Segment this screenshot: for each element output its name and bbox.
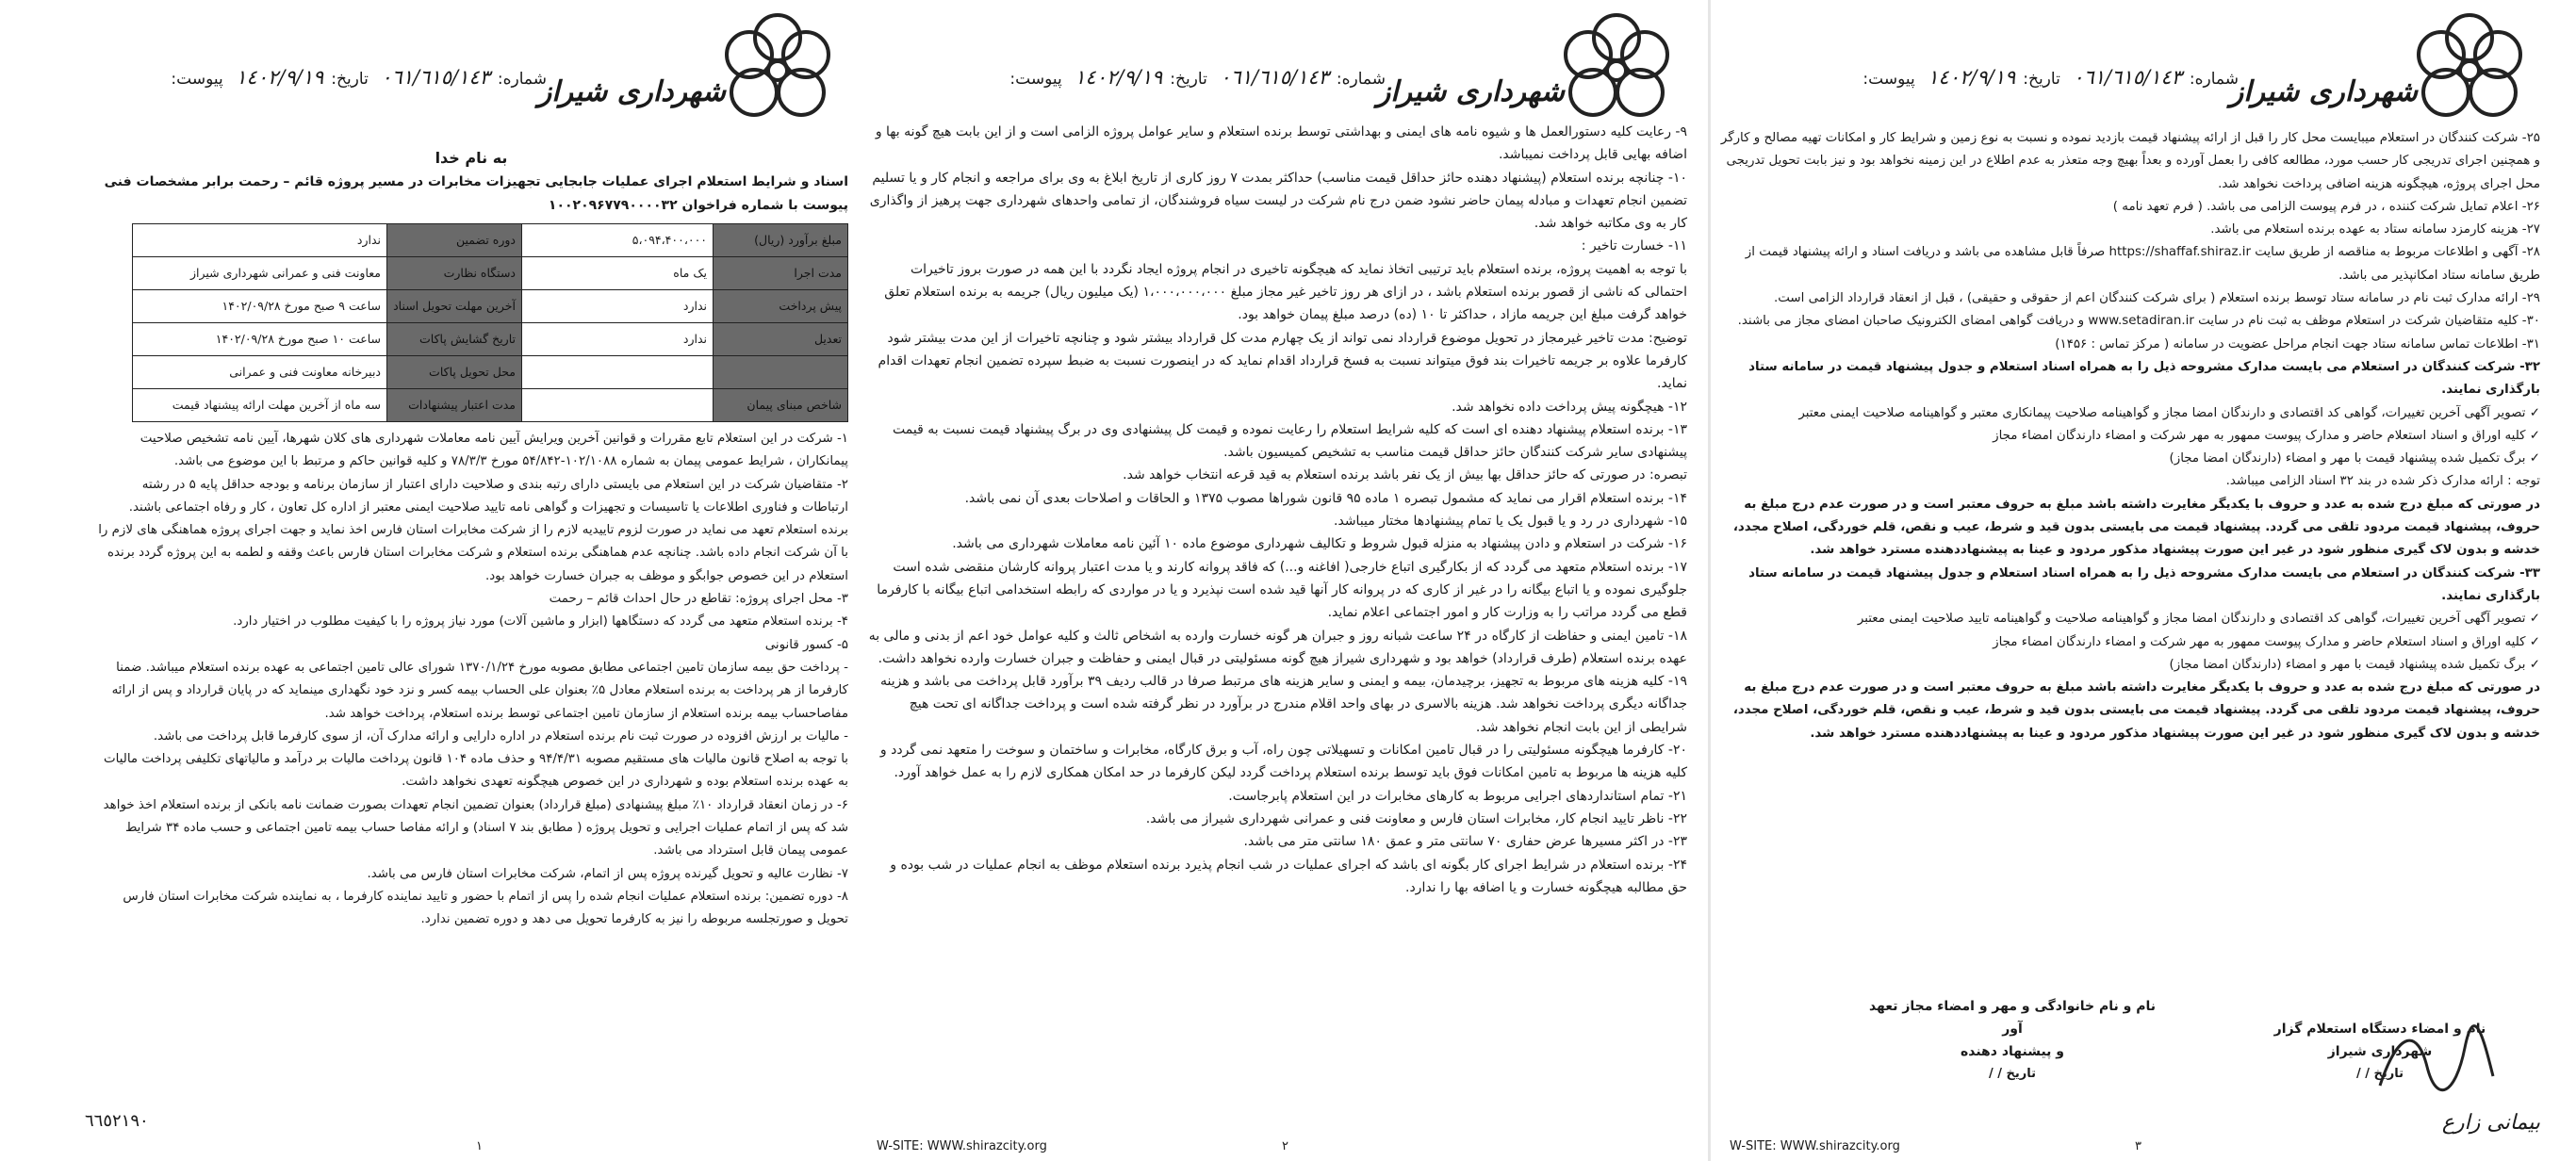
checklist-item: ✓ کلیه اوراق و اسناد استعلام حاضر و مدارک پیوست ممهور به مهر شرکت و امضاء دارندگان امضاء مجاز [1720, 425, 2540, 448]
table-row [133, 257, 848, 290]
clause: ۲۶- اعلام تمایل شرکت کننده ، در فرم پیوست الزامی می باشد. ( فرم تعهد نامه ) [2112, 199, 2540, 214]
letter-date: ١٤٠٢/٩/١٩ [1075, 66, 1163, 89]
checklist-item: ✓ تصویر آگهی آخرین تغییرات، گواهی کد اقتصادی و دارندگان امضا مجاز و گواهینامه صلاحیت پیمانکاری معتبر و گواهینامه صلاحیت ایمنی معتبر [1720, 402, 2540, 425]
letter-meta [1002, 66, 1386, 89]
table-label [714, 356, 848, 389]
table-label: مدت اجرا [714, 257, 848, 290]
letter-meta [163, 66, 547, 89]
handwritten-code: ٦٦٥٢١٩٠ [85, 1111, 149, 1131]
bold-condition: در صورتی که مبلغ درج شده به عدد و حروف با یکدیگر مغایرت داشته باشد مبلغ به حروف معتبر است و در صورت عدم درج مبلغ به حروف، پیشنهاد قیمت مردود تلقی می گردد. پیشنهاد قیمت می بایستی بدون قید و شرط، عیب و نقص، قلم خوردگی، اصلاح مجدد، خدشه و بدون لاک گیری منظور شود در غیر این صورت پیشنهاد مذکور مردود و عینا به پیشنهاددهنده مسترد خواهد شد. [1732, 680, 2540, 741]
page-footer [85, 1111, 867, 1153]
attachment-label: پیوست: [1862, 70, 1915, 89]
checklist-item: ✓ برگ تکمیل شده پیشنهاد قیمت با مهر و امضاء (دارندگان امضا مجاز) [1720, 654, 2540, 677]
clause: ۱- شرکت در این استعلام تابع مقررات و قوانین آخرین ویرایش آیین نامه معاملات شهرداری های کلان شهرها، آیین نامه تشخیص صلاحیت پیمانکاران ، شرایط عمومی پیمان به شماره ۱۰۲/۱۰۸۸-۵۴/۸۴۲ مورخ ۷۸/۳/۳ و کلیه قوانین حاکم و مرتبط با این موضوع می باشد. [139, 432, 848, 469]
signature-title: نام و نام خانوادگی و مهر و امضاء مجاز تعهد آور [1868, 999, 2157, 1037]
letter-date: ١٤٠٢/٩/١٩ [236, 66, 324, 89]
signature-subtitle: و پیشنهاد دهنده [1960, 1044, 2065, 1059]
document-page-1 [85, 0, 867, 1161]
note: توجه : ارائه مدارک ذکر شده در بند ۳۲ اسناد الزامی میباشد. [2225, 474, 2540, 489]
letter-number: ٠٦١/٦١٥/١٤٣ [1220, 66, 1329, 89]
number-label: شماره: [1336, 70, 1386, 89]
letter-meta [1855, 66, 2239, 89]
table-row [133, 389, 848, 422]
table-value: ندارد [522, 323, 714, 356]
logo-wordmark: شهرداری شیراز [1376, 75, 1565, 108]
clause: ۳۳- شرکت کنندگان در استعلام می بایست مدارک مشروحه ذیل را به همراه اسناد استعلام و جدول پیشنهاد قیمت در سامانه ستاد بارگذاری نمایند. [1748, 565, 2540, 603]
clause: ۱۲- هیچگونه پیش پرداخت داده نخواهد شد. [1452, 399, 1687, 415]
document-page-2 [858, 0, 1706, 1161]
signature-date: تاریخ / / [1988, 1067, 2037, 1081]
clause: توضیح: مدت تاخیر غیرمجاز در تحویل موضوع قرارداد نمی تواند از یک چهارم مدت کل قرارداد بیشتر شود و چنانچه تاخیرات از این مدت بیشتر شود کارفرما علاوه بر جریمه تاخیرات بند فوق میتواند نسبت به فسخ قرارداد اقدام نماید که در اینصورت نسبت به ضبط سپرده تضمین انجام تعهدات اقدام نماید. [878, 330, 1687, 392]
clause: ۲۷- هزینه کارمزد سامانه ستاد به عهده برنده استعلام می باشد. [2210, 222, 2540, 237]
clause: ۱۸- تامین ایمنی و حفاظت از کارگاه در ۲۴ ساعت شبانه روز و جبران هر گونه خسارت وارده به اشخاص ثالث و کلیه عوامل خود اعم از بدنی و مالی به عهده برنده استعلام (طرف قرارداد) خواهد بود و شهرداری شیراز هیچ گونه مسئولیتی در قبال ایمنی و حفاظت و جبران خسارت وارده نخواهد داشت. [868, 628, 1687, 666]
attachment-label: پیوست: [171, 70, 223, 89]
date-label: تاریخ: [2023, 70, 2060, 89]
table-label: آخرین مهلت تحویل اسناد [387, 290, 522, 323]
handwritten-signature [2371, 1020, 2502, 1104]
clause: برنده استعلام تعهد می نماید در صورت لزوم تاییدیه لازم را از شرکت مخابرات استان فارس اخذ نماید و جهت اجرای پروژه هماهنگی های لازم را با آن شرکت انجام داده باشد. چنانچه عدم هماهنگی برنده استعلام و شرکت مخابرات استان فارس باعث وقفه و لطمه به این پروژه گردد برنده استعلام در این خصوص جوابگو و موظف به جبران خسارت خواهد بود. [98, 523, 848, 583]
table-label: مبلغ برآورد (ریال) [714, 224, 848, 257]
checklist-item: ✓ برگ تکمیل شده پیشنهاد قیمت با مهر و امضاء (دارندگان امضا مجاز) [1720, 448, 2540, 470]
website-footer: W-SITE: WWW.shirazcity.org [877, 1139, 1047, 1153]
table-row [133, 290, 848, 323]
clause: ۱۵- شهرداری در رد و یا قبول یک یا تمام پیشنهادها مختار میباشد. [1334, 514, 1687, 530]
table-label: تعدیل [714, 323, 848, 356]
clause: ۸- دوره تضمین: برنده استعلام عملیات انجام شده را پس از اتمام با حضور و تایید نماینده کارفرما ، به نماینده شرکت مخابرات استان فارس تحویل و صورتجلسه مربوطه را نیز به کارفرما تحویل می دهد و دوره تضمین ندارد. [123, 889, 848, 927]
number-label: شماره: [2189, 70, 2239, 89]
bold-condition: در صورتی که مبلغ درج شده به عدد و حروف با یکدیگر مغایرت داشته باشد مبلغ به حروف معتبر است و در صورت عدم درج مبلغ به حروف، پیشنهاد قیمت مردود تلقی می گردد. پیشنهاد قیمت می بایستی بدون قید و شرط، عیب و نقص، قلم خوردگی، اصلاح مجدد، خدشه و بدون لاک گیری منظور شود در غیر این صورت پیشنهاد مذکور مردود و عینا به پیشنهاددهنده مسترد خواهد شد. [1732, 497, 2540, 558]
table-value: معاونت فنی و عمرانی شهرداری شیراز [133, 257, 387, 290]
table-value: یک ماه [522, 257, 714, 290]
table-label: دستگاه نظارت [387, 257, 522, 290]
document-title: اسناد و شرایط استعلام اجرای عملیات جابجایی تجهیزات مخابرات در مسیر پروژه قائم – رحمت برابر مشخصات فنی پیوست با شماره فراخوان ۱۰۰۲۰۹۶۷۷۹۰۰۰۰۳۲ [104, 174, 848, 213]
clause: ۱۱- خسارت تاخیر : [1581, 238, 1687, 254]
table-row [133, 224, 848, 257]
clause: ۷- نظارت عالیه و تحویل گیرنده پروژه پس از اتمام، شرکت مخابرات استان فارس می باشد. [367, 866, 848, 881]
table-value [522, 356, 714, 389]
letter-number: ٠٦١/٦١٥/١٤٣ [381, 66, 490, 89]
letter-number: ٠٦١/٦١٥/١٤٣ [2073, 66, 2182, 89]
logo-wordmark: شهرداری شیراز [2229, 75, 2418, 108]
signature-title: نام و امضاء دستگاه استعلام گزار [2273, 1022, 2486, 1037]
clause: ۱۴- برنده استعلام اقرار می نماید که مشمول تبصره ۱ ماده ۹۵ قانون شوراها مصوب ۱۳۷۵ و الحاقات و اصلاحات بعدی آن نمی باشد. [964, 490, 1687, 506]
clause: ۳- محل اجرای پروژه: تقاطع در حال احداث قائم – رحمت [549, 592, 848, 607]
date-label: تاریخ: [331, 70, 369, 89]
clause: - مالیات بر ارزش افزوده در صورت ثبت نام برنده استعلام در اداره دارایی و ارائه مدارک آن، از سوی کارفرما قابل پرداخت می باشد. [153, 728, 848, 744]
page-number: ۲ [1282, 1139, 1288, 1153]
checklist-item: ✓ تصویر آگهی آخرین تغییرات، گواهی کد اقتصادی و دارندگان امضا مجاز و گواهینامه صلاحیت و گواهینامه تایید صلاحیت ایمنی معتبر [1720, 608, 2540, 630]
clause: ۲۸- آگهی و اطلاعات مربوط به مناقصه از طریق سایت https://shaffaf.shiraz.ir صرفاً قابل مشاهده می باشد و دریافت اسناد و ارائه پیشنهاد قیمت از طریق سامانه ستاد امکانپذیر می باشد. [1745, 245, 2540, 283]
table-value: سه ماه از آخرین مهلت ارائه پیشنهاد قیمت [133, 389, 387, 422]
logo-wordmark: شهرداری شیراز [537, 75, 726, 108]
clause: ۱۳- برنده استعلام پیشنهاد دهنده ای است که کلیه شرایط استعلام را رعایت نموده و قیمت کل پیشنهادی وی در برگ پیشنهاد قیمت نسبت به قیمت پیشنهادی سایر شرکت کنندگان حائز حداقل قیمت مناسب به تشخیص کمیسیون باشد. [893, 421, 1687, 461]
clause: ۹- رعایت کلیه دستورالعمل ها و شیوه نامه های ایمنی و بهداشتی توسط برنده استعلام و سایر عوامل پروژه الزامی است و از این بابت هیچ گونه بها و اضافه بهایی قابل پرداخت نمیباشد. [875, 124, 1687, 163]
table-value: ساعت ۱۰ صبح مورخ ۱۴۰۲/۰۹/۲۸ [133, 323, 387, 356]
table-value [522, 389, 714, 422]
clause: ۶- در زمان انعقاد قرارداد ۱۰٪ مبلغ پیشنهادی (مبلغ قرارداد) بعنوان تضمین انجام تعهدات بصورت ضمانت نامه بانکی از برنده استعلام اخذ خواهد شد که پس از اتمام عملیات اجرایی و تحویل پروژه ( مطابق بند ۷ اسناد) و ارائه مفاصا حساب بیمه تامین اجتماعی و حسب ماده ۳۴ شرایط عمومی پیمان قابل استرداد می باشد. [103, 797, 848, 858]
table-row [133, 323, 848, 356]
attachment-label: پیوست: [1009, 70, 1062, 89]
clause: ۱۷- برنده استعلام متعهد می گردد که از بکارگیری اتباع خارجی( افاغنه و...) که فاقد پروانه کارند و یا مدت اعتبار پروانه کارشان منقضی شده است جلوگیری نموده و یا اتباع بیگانه را در غیر از کاری که در پروانه کار آنها قید شده است نپذیرد و یا در مواردی که رابطه استخدامی اتباع بیگانه با کارفرما قطع می گردد مراتب را به وزارت کار و امور اجتماعی اعلام نماید. [877, 559, 1687, 621]
page-header [85, 9, 867, 151]
date-label: تاریخ: [1170, 70, 1207, 89]
table-label: شاخص مبنای پیمان [714, 389, 848, 422]
table-row [133, 356, 848, 389]
table-value: ۵،۰۹۴،۴۰۰،۰۰۰ [522, 224, 714, 257]
page-2-body [867, 121, 1687, 899]
clause: ۲۴- برنده استعلام در شرایط اجرای کار بگونه ای باشد که اجرای عملیات در شب انجام پذیرد برنده استعلام موظف به انجام عملیات در شب بوده و حق مطالبه هیچگونه خسارت و یا اضافه بها را ندارد. [890, 857, 1687, 895]
clause: ۲۹- ارائه مدارک ثبت نام در سامانه ستاد توسط برنده استعلام ( برای شرکت کنندگان اعم از حقوقی و حقیقی) ، قبل از انعقاد قرارداد الزامی است. [1774, 291, 2540, 306]
clause: با توجه به اصلاح قانون مالیات های مستقیم مصوبه ۹۴/۴/۳۱ و حذف ماده ۱۰۴ قانون پرداخت مالیات بر درآمد و مالیاتهای تکلیفی پرداخت مالیات به عهده برنده استعلام بوده و شهرداری در این خصوص هیچگونه تعهدی نخواهد داشت. [104, 752, 848, 790]
table-label: محل تحویل پاکات [387, 356, 522, 389]
clause: ۳۲- شرکت کنندگان در استعلام می بایست مدارک مشروحه ذیل را به همراه اسناد استعلام و جدول پیشنهاد قیمت در سامانه ستاد بارگذاری نمایند. [1748, 359, 2540, 398]
document-page-3 [1711, 0, 2559, 1161]
clause: ۲۱- تمام استانداردهای اجرایی مربوط به کارهای مخابرات در این استعلام پابرجاست. [1228, 788, 1687, 804]
clause: ۵- کسور قانونی [764, 637, 848, 652]
clause: با توجه به اهمیت پروژه، برنده استعلام باید ترتیبی اتخاذ نماید که هیچگونه تاخیری در انجام پروژه ایجاد نگردد با این همه در صورت بروز تاخیرات احتمالی که ناشی از قصور برنده استعلام باشد ، در ازای هر روز تاخیر غیر مجاز مبلغ ۱،۰۰۰،۰۰۰،۰۰۰ (یک میلیون ریال) جریمه به برنده استعلام تعلق خواهد گرفت مبلغ این جریمه مازاد ، حداکثر تا ۱۰ (ده) درصد مبلغ پیمان خواهد بود. [884, 261, 1687, 323]
table-value: ندارد [522, 290, 714, 323]
table-label: دوره تضمین [387, 224, 522, 257]
table-label: تاریخ گشایش پاکات [387, 323, 522, 356]
clause: ۱۹- کلیه هزینه های مربوط به تجهیز، برچیدمان، بیمه و ایمنی و سایر هزینه های مرتبط صرفا در قالب ردیف ۳۹ برآورد قابل پرداخت می باشد و هزینه جداگانه دیگری پرداخت نخواهد شد. هزینه بالاسری در بهای واحد اقلام مندرج در برآورد در نظر گرفته شده است و پرداخت جداگانه ای تحت هیچ شرایطی از این بابت انجام نخواهد شد. [880, 674, 1687, 735]
clause: ۲- متقاضیان شرکت در این استعلام می بایستی دارای رتبه بندی و صلاحیت دارای اعتبار از سازمان برنامه و بودجه حداقل پایه ۵ در رشته ارتباطات و فناوری اطلاعات یا تاسیسات و تجهیزات و گواهی نامه تایید صلاحیت ایمنی معتبر از اداره کل تعاون ، کار و رفاه اجتماعی باشند. [128, 477, 848, 515]
table-value: ندارد [133, 224, 387, 257]
website-footer: W-SITE: WWW.shirazcity.org [1730, 1139, 1900, 1153]
clause: ۲۰- کارفرما هیچگونه مسئولیتی را در قبال تامین امکانات و تسهیلاتی چون راه، آب و برق کارگاه، مخابرات و ساختمان و سوخت را متعهد نمی گردد و کلیه هزینه ها مربوط به تامین امکانات فوق باید توسط برنده استعلام پرداخت گردد لیکن کارفرما در حد امکان همکاری لازم را به عمل خواهد آورد. [879, 743, 1687, 781]
page-number: ۳ [2135, 1139, 2141, 1153]
table-value: ساعت ۹ صبح مورخ ۱۴۰۲/۰۹/۲۸ [133, 290, 387, 323]
shiraz-municipality-flower-logo [2408, 9, 2531, 132]
page-1-body [94, 146, 848, 932]
clause: ۲۲- ناظر تایید انجام کار، مخابرات استان فارس و معاونت فنی و عمرانی شهرداری شیراز می باشد. [1145, 810, 1687, 826]
clause: ۲۵- شرکت کنندگان در استعلام میبایست محل کار را قبل از ارائه پیشنهاد قیمت بازدید نموده و نسبت به نوع زمین و شرایط کار و امکانات تهیه مصالح و کارگر و همچنین اجرای تدریجی کار حسب مورد، مطالعه کافی را بعمل آورده و بعداً بهیچ وجه متعذر به عدم اطلاع در این زمینه نخواهد بود و نیز بابت تحویل تدریجی محل اجرای پروژه، هیچگونه هزینه اضافی پرداخت نخواهد شد. [1720, 131, 2540, 191]
letter-date: ١٤٠٢/٩/١٩ [1928, 66, 2016, 89]
table-label: پیش پرداخت [714, 290, 848, 323]
clause: ۱۶- شرکت در استعلام و دادن پیشنهاد به منزله قبول شروط و تکالیف شهرداری موضوع ماده ۱۰ آئین نامه معاملات شهرداری می باشد. [952, 536, 1687, 552]
tender-info-table [132, 223, 848, 422]
clause: ۳۱- اطلاعات تماس سامانه ستاد جهت انجام مراحل عضویت در سامانه ( مرکز تماس : ۱۴۵۶) [2055, 336, 2540, 352]
handwritten-note: بیمانی زارع [2441, 1111, 2540, 1135]
clause: ۱۰- چنانچه برنده استعلام (پیشنهاد دهنده حائز حداقل قیمت مناسب) حداکثر بمدت ۷ روز کاری از تاریخ ابلاغ به وی برای مراجعه و انجام کار و یا تسلیم تضمین انجام تعهدات و مبادله پیمان حاضر نشود ضمن درج نام شرکت در لیست سیاه فروشندگان، از تمامی واحدهای شهرداری جهت پرهیز از واگذاری کار به وی مکاتبه خواهد شد. [869, 170, 1687, 232]
clause: ۳۰- کلیه متقاضیان شرکت در استعلام موظف به ثبت نام در سایت www.setadiran.ir و دریافت گواهی امضای الکترونیک صاحبان امضای مجاز می باشند. [1737, 314, 2540, 329]
clause: ۲۳- در اکثر مسیرها عرض حفاری ۷۰ سانتی متر و عمق ۱۸۰ سانتی متر می باشد. [1243, 834, 1687, 850]
signature-date: تاریخ / / [2355, 1067, 2404, 1081]
page-3-body [1720, 127, 2540, 745]
signature-org: شهرداری شیراز [2327, 1044, 2433, 1059]
shiraz-municipality-flower-logo [1555, 9, 1678, 132]
clause: - پرداخت حق بیمه سازمان تامین اجتماعی مطابق مصوبه مورخ ۱۳۷۰/۱/۲۴ شورای عالی تامین اجتماعی به عهده برنده استعلام میباشد. ضمنا کارفرما از هر پرداخت به برنده استعلام معادل ۵٪ بعنوان علی الحساب بیمه کسر و نزد خود نگهداری مینماید که در پایان قرارداد و پس از ارائه مفاصاحساب بیمه برنده استعلام از سازمان تامین اجتماعی توسط برنده استعلام، پرداخت خواهد شد. [111, 660, 848, 721]
signature-block-bidder [1862, 995, 2163, 1086]
table-label: مدت اعتبار پیشنهادات [387, 389, 522, 422]
clause: ۴- برنده استعلام متعهد می گردد که دستگاهها (ابزار و ماشین آلات) مورد نیاز پروژه را با کیفیت مطلوب در اختیار دارد. [233, 614, 848, 630]
checklist-item: ✓ کلیه اوراق و اسناد استعلام حاضر و مدارک پیوست ممهور به مهر شرکت و امضاء دارندگان امضاء مجاز [1720, 631, 2540, 654]
page-number: ۱ [476, 1139, 483, 1153]
clause: تبصره: در صورتی که حائز حداقل بها بیش از یک نفر باشد برنده استعلام به قید قرعه انتخاب خواهد شد. [1123, 467, 1687, 483]
page-footer [858, 1125, 1706, 1153]
table-value: دبیرخانه معاونت فنی و عمرانی [133, 356, 387, 389]
number-label: شماره: [497, 70, 547, 89]
page-footer [1711, 1111, 2559, 1153]
basmala: به نام خدا [435, 149, 508, 167]
shiraz-municipality-flower-logo [716, 9, 839, 132]
